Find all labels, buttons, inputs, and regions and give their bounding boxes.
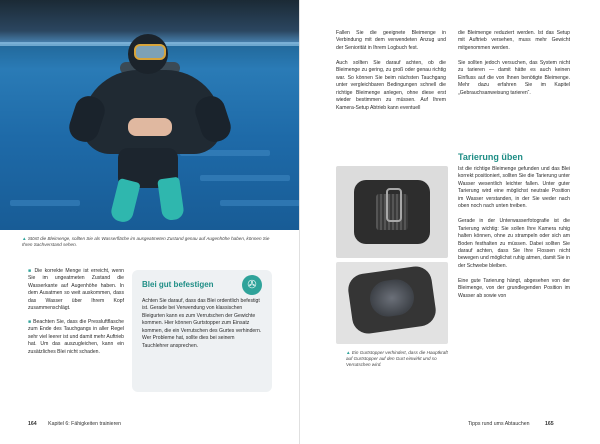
- caption-marker-icon: ▲: [346, 350, 351, 355]
- diver-mask: [134, 44, 166, 60]
- paragraph-text: Beachten Sie, dass die Pressluftflasche zum Ende des Tauchgangs in aller Regel sehr viel leerer ist und damit mehr Auftrieb hat. Um das auszugleichen, kann ein zusätzliches Blei nicht schaden.: [28, 318, 124, 355]
- diver-hands: [128, 118, 172, 136]
- fin: [109, 178, 141, 224]
- right-column-2b: Ist die richtige Bleimenge gefunden und das Blei korrekt positioniert, sollten Sie die Tarierung unter Wasser wesentlich leichter fallen. Unter guter Tarierung wird eine möglichst neutrale Position im Wasser verstanden, in der Sie weder nach oben noch nach unten treiben. Gerade in der Unterwasserfotografie ist die Tarierung wichtig: Sie sollen Ihre Kamera ruhig halten können, ohne zu strampeln oder sich am Boden festhalten zu müssen. Dabei sollten Sie darauf achten, dass Sie Ihre Flossen nicht bewegen und möglichst ruhig atmen, damit Sie in der Schwebe bleiben. Eine gute Tarierung hängt, abgesehen von der Bleimenge, von der grundlegenden Position im Wasser ab sowie von: [458, 166, 570, 299]
- right-footer: [468, 421, 554, 427]
- diver-icon: ✇: [242, 275, 262, 295]
- pool-lane: [220, 200, 300, 206]
- photo-caption: [22, 236, 278, 248]
- fin: [157, 177, 185, 222]
- pool-lane: [10, 200, 80, 206]
- right-page: [300, 0, 600, 444]
- tip-box: [132, 270, 272, 392]
- tip-text: Achten Sie darauf, dass das Blei ordentlich befestigt ist. Gerade bei Verwendung von klassischen Bleigurten kann es zum Verrutschen der Gewichte kommen. Hier können Gurtstopper zum Einsatz kommen, die ein Verrutschen des Gurtes verhindern. Wer Probleme hat, sollte dies bei seinem Tauchlehrer ansprechen.: [142, 298, 262, 349]
- footer-chapter: Kapitel 6: Fähigkeiten trainieren: [48, 421, 122, 427]
- bullet-icon: ■: [28, 268, 33, 274]
- diver-photo: [0, 0, 300, 230]
- left-footer: [28, 421, 121, 427]
- footer-chapter: Tipps rund ums Abtauchen: [468, 421, 530, 427]
- right-column-2: die Bleimenge reduziert werden. Ist das Setup mit Auftrieb versehen, muss mehr Gewicht mitgenommen werden. Sie sollten jedoch versuchen, das System nicht zu tarieren — damit hätte es auch keinen Einfluss auf die von Ihnen benötigte Bleimenge. Mehr dazu erfahren Sie im Kapitel „Gebrauchsanweisung tarieren“.: [458, 30, 570, 96]
- section-heading: Tarierung üben: [458, 152, 523, 162]
- body-paragraph: [28, 319, 124, 356]
- weight-photo-top: [336, 166, 448, 258]
- tip-title: Blei gut befestigen: [142, 280, 214, 289]
- photo-caption-text: Störtt die Bleimenge, sollten Sie als Wasserfläche im ausgeatmeten Zustand genau auf Augenhöhe haben, können Sie Ihren Sachverstand sehen.: [22, 236, 270, 248]
- pool-lane: [200, 175, 290, 181]
- weight-caption-text: Ein Gurtstopper verhindert, dass die Hauptkraft auf Gurtstopper auf den Gurt einwirkt und so Verrutschen wird.: [346, 350, 448, 368]
- caption-marker-icon: ▲: [22, 236, 27, 241]
- page-number: 164: [28, 421, 37, 427]
- left-body-column: [28, 268, 124, 362]
- weight-photo-bottom: [336, 262, 448, 344]
- weight-caption: [346, 350, 450, 369]
- right-column-1: Fallen Sie die geeignete Bleimenge in Verbindung mit dem verwendeten Anzug und der Seniorität in Ihrem Logbuch fest. Auch sollten Sie darauf achten, ob die Bleimenge zu gering, zu groß oder genau richtig war. So können Sie beim nächsten Tauchgang unter vergleichbaren Bedingungen schnell die richtige Bleimenge anlegen, ohne diese erst wieder bestimmen zu müssen. Auf Ihrem Kamera-Setup Abtrieb kann eventuell: [336, 30, 446, 111]
- body-paragraph: [28, 268, 124, 313]
- bullet-icon: ■: [28, 318, 32, 325]
- weight-clip: [386, 188, 402, 222]
- page-number: 165: [544, 421, 554, 427]
- paragraph-text: Die korrekte Menge ist erreicht, wenn Sie im ungeatmeten Zustand die Wasserkante auf Augenhöhe haben. In dem Ausatmen so weit auskommen, dass das Wasser über Ihrem Kopf zusammenschlägt.: [28, 268, 124, 312]
